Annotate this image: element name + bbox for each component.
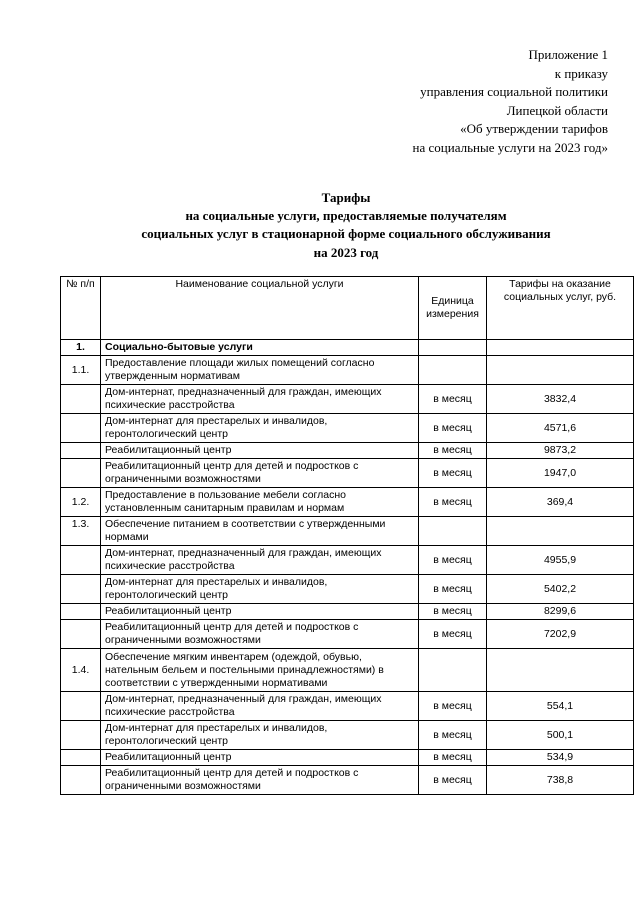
appendix-line: на социальные услуги на 2023 год» xyxy=(412,139,608,155)
row-name: Реабилитационный центр xyxy=(101,443,419,459)
row-unit: в месяц xyxy=(419,604,487,620)
table-row xyxy=(61,385,634,414)
row-value xyxy=(487,340,634,356)
row-num xyxy=(61,546,101,575)
title-line: на социальные услуги, предоставляемые получателям xyxy=(185,208,507,224)
table-row xyxy=(61,340,634,356)
row-name: Обеспечение питанием в соответствии с утвержденными нормами xyxy=(101,517,419,546)
row-name: Социально-бытовые услуги xyxy=(101,340,419,356)
table-row xyxy=(61,546,634,575)
row-num: 1.1. xyxy=(61,356,101,385)
row-value: 1947,0 xyxy=(487,459,634,488)
row-name: Реабилитационный центр xyxy=(101,604,419,620)
row-name: Предоставление площади жилых помещений согласно утвержденным нормативам xyxy=(101,356,419,385)
appendix-line: управления социальной политики xyxy=(420,84,608,100)
row-value xyxy=(487,517,634,546)
row-num xyxy=(61,443,101,459)
row-num xyxy=(61,575,101,604)
tariff-table xyxy=(60,276,634,795)
row-num xyxy=(61,459,101,488)
row-name: Реабилитационный центр для детей и подростков с ограниченными возможностями xyxy=(101,766,419,795)
table-row xyxy=(61,721,634,750)
appendix-line: Приложение 1 xyxy=(528,47,608,62)
header-num: № п/п xyxy=(61,277,101,340)
row-unit: в месяц xyxy=(419,750,487,766)
row-value: 3832,4 xyxy=(487,385,634,414)
table-row xyxy=(61,575,634,604)
row-num xyxy=(61,750,101,766)
appendix-line: «Об утверждении тарифов xyxy=(460,121,608,137)
table-header-row xyxy=(61,277,634,340)
row-value: 500,1 xyxy=(487,721,634,750)
row-value: 8299,6 xyxy=(487,604,634,620)
row-name: Дом-интернат для престарелых и инвалидов, геронтологический центр xyxy=(101,575,419,604)
row-name: Дом-интернат, предназначенный для граждан, имеющих психические расстройства xyxy=(101,692,419,721)
row-name: Дом-интернат для престарелых и инвалидов, геронтологический центр xyxy=(101,721,419,750)
row-name: Дом-интернат для престарелых и инвалидов, геронтологический центр xyxy=(101,414,419,443)
row-value: 7202,9 xyxy=(487,620,634,649)
row-unit: в месяц xyxy=(419,721,487,750)
row-unit: в месяц xyxy=(419,766,487,795)
row-name: Реабилитационный центр для детей и подростков с ограниченными возможностями xyxy=(101,620,419,649)
table-row xyxy=(61,620,634,649)
row-value xyxy=(487,649,634,692)
row-num: 1.3. xyxy=(61,517,101,546)
row-name: Обеспечение мягким инвентарем (одеждой, обувью, нательным бельем и постельными принадлежностями) в соответствии с утвержденными нормативами xyxy=(101,649,419,692)
row-value: 534,9 xyxy=(487,750,634,766)
table-row xyxy=(61,766,634,795)
row-num: 1. xyxy=(61,340,101,356)
title-line: Тарифы xyxy=(321,190,371,205)
row-num: 1.2. xyxy=(61,488,101,517)
row-value: 5402,2 xyxy=(487,575,634,604)
table-row xyxy=(61,414,634,443)
row-unit: в месяц xyxy=(419,488,487,517)
header-name: Наименование социальной услуги xyxy=(101,277,419,340)
row-unit xyxy=(419,340,487,356)
row-unit: в месяц xyxy=(419,575,487,604)
row-value: 369,4 xyxy=(487,488,634,517)
row-unit: в месяц xyxy=(419,692,487,721)
row-unit: в месяц xyxy=(419,385,487,414)
row-unit: в месяц xyxy=(419,459,487,488)
row-name: Реабилитационный центр xyxy=(101,750,419,766)
row-num xyxy=(61,766,101,795)
row-num xyxy=(61,604,101,620)
table-row xyxy=(61,604,634,620)
row-unit xyxy=(419,649,487,692)
row-name: Реабилитационный центр для детей и подростков с ограниченными возможностями xyxy=(101,459,419,488)
row-unit xyxy=(419,356,487,385)
row-value: 4571,6 xyxy=(487,414,634,443)
appendix-line: к приказу xyxy=(554,65,608,81)
row-value xyxy=(487,356,634,385)
table-row xyxy=(61,459,634,488)
table-row xyxy=(61,517,634,546)
row-unit: в месяц xyxy=(419,443,487,459)
row-name: Предоставление в пользование мебели согласно установленным санитарным правилам и нормам xyxy=(101,488,419,517)
table-row xyxy=(61,750,634,766)
row-num xyxy=(61,414,101,443)
appendix-line: Липецкой области xyxy=(506,102,608,118)
appendix-header xyxy=(413,46,608,158)
row-num xyxy=(61,620,101,649)
row-unit: в месяц xyxy=(419,546,487,575)
header-tariff: Тарифы на оказание социальных услуг, руб. xyxy=(487,277,634,340)
row-num xyxy=(61,721,101,750)
row-num: 1.4. xyxy=(61,649,101,692)
row-name: Дом-интернат, предназначенный для граждан, имеющих психические расстройства xyxy=(101,385,419,414)
table-row xyxy=(61,649,634,692)
document-title xyxy=(60,189,632,262)
row-num xyxy=(61,692,101,721)
table-row xyxy=(61,356,634,385)
title-line: на 2023 год xyxy=(313,244,379,260)
header-unit: Единица измерения xyxy=(419,277,487,340)
row-unit xyxy=(419,517,487,546)
row-value: 738,8 xyxy=(487,766,634,795)
table-row xyxy=(61,443,634,459)
row-num xyxy=(61,385,101,414)
row-value: 9873,2 xyxy=(487,443,634,459)
row-unit: в месяц xyxy=(419,620,487,649)
table-row xyxy=(61,488,634,517)
row-value: 554,1 xyxy=(487,692,634,721)
title-line: социальных услуг в стационарной форме социального обслуживания xyxy=(141,226,551,242)
table-row xyxy=(61,692,634,721)
row-value: 4955,9 xyxy=(487,546,634,575)
row-unit: в месяц xyxy=(419,414,487,443)
row-name: Дом-интернат, предназначенный для граждан, имеющих психические расстройства xyxy=(101,546,419,575)
